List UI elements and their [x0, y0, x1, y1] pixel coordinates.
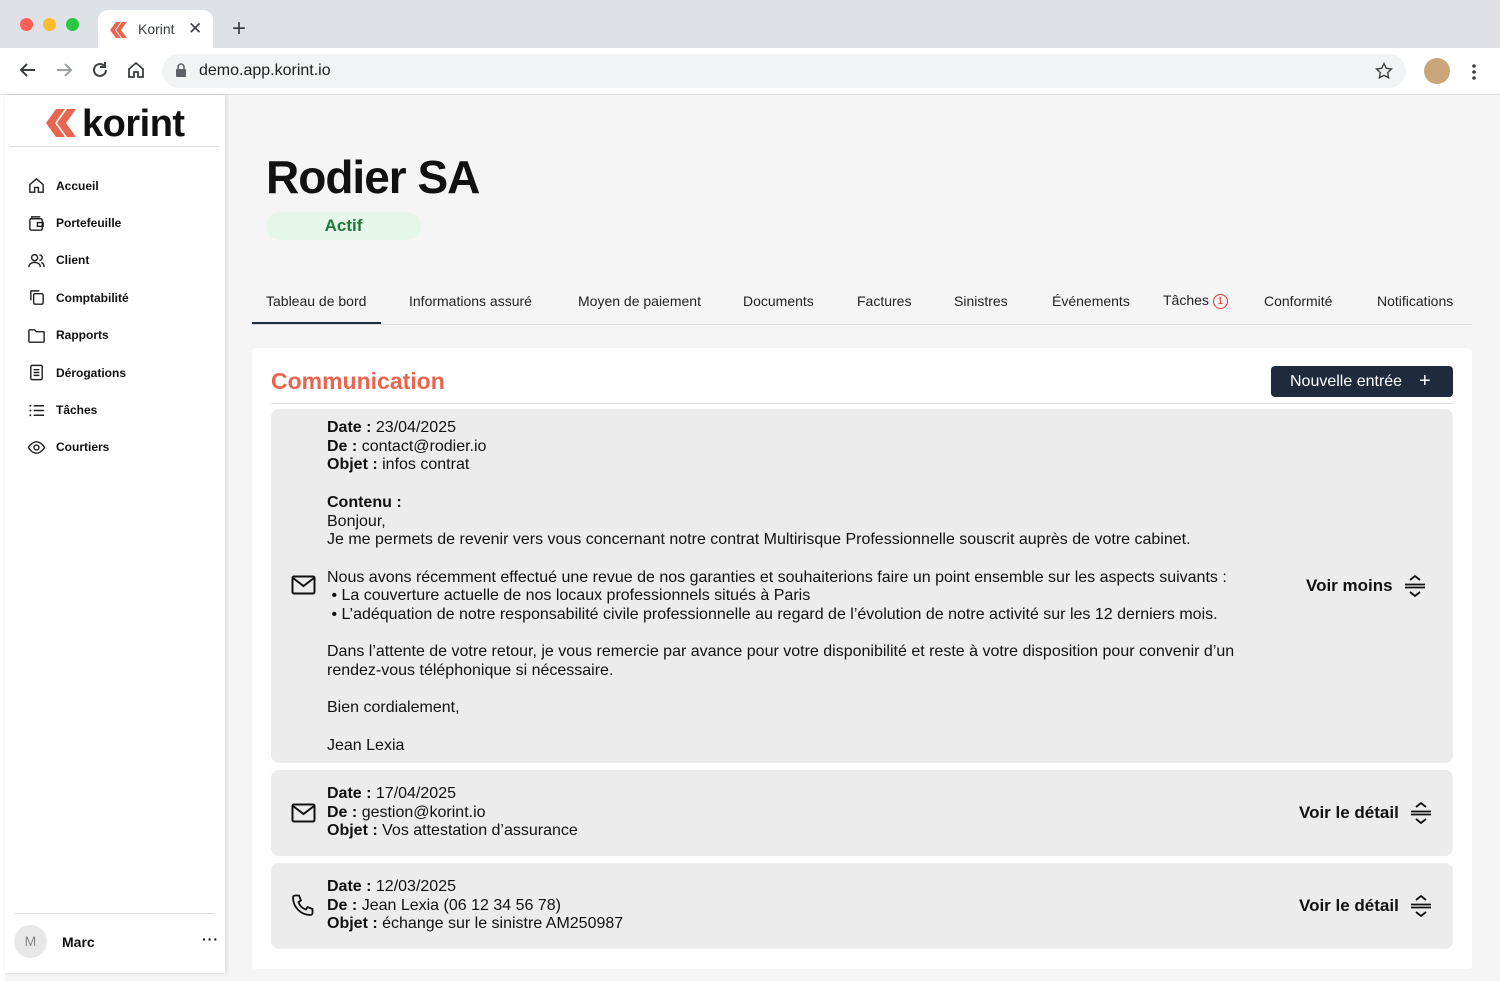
- reload-icon[interactable]: [90, 60, 110, 80]
- sidebar-item-label: Tâches: [56, 403, 98, 418]
- content-line: rendez-vous téléphonique si nécessaire.: [327, 662, 614, 680]
- communication-entry[interactable]: [271, 770, 1453, 856]
- user-profile[interactable]: [14, 925, 95, 958]
- copy-icon: [27, 288, 46, 307]
- content-line: • L’adéquation de notre responsabilité civile professionnelle au regard de l’évolution de notre activité sur les 12 derniers mois.: [327, 606, 1218, 623]
- card-divider: [271, 403, 1453, 404]
- sidebar-item-label: Accueil: [56, 178, 99, 193]
- url-text: demo.app.korint.io: [199, 62, 331, 79]
- entry-from-row: De : gestion@korint.io: [327, 803, 486, 821]
- lock-icon: [175, 63, 187, 78]
- entry-text: [327, 419, 1277, 756]
- content-label: Contenu :: [327, 493, 402, 511]
- korint-logo-icon: [43, 107, 79, 139]
- tab-conformite[interactable]: Conformité: [1264, 293, 1333, 309]
- forward-arrow-icon[interactable]: [54, 60, 74, 80]
- see-less-label: Voir moins: [1306, 576, 1393, 595]
- tab-notifications[interactable]: Notifications: [1377, 293, 1454, 309]
- tab-sinistres[interactable]: Sinistres: [954, 293, 1008, 309]
- entry-text: [327, 878, 623, 934]
- sidebar-item-label: Portefeuille: [56, 216, 122, 231]
- address-bar[interactable]: [162, 54, 1406, 88]
- tab-documents[interactable]: Documents: [743, 293, 814, 309]
- see-less-button[interactable]: [1306, 574, 1426, 598]
- entry-text: [327, 785, 578, 841]
- file-text-icon: [27, 363, 46, 382]
- sidebar-item-courtiers[interactable]: [27, 429, 129, 466]
- browser-toolbar: [0, 48, 1500, 95]
- status-badge: Actif: [266, 212, 421, 240]
- phone-icon: [291, 893, 315, 917]
- back-arrow-icon[interactable]: [18, 60, 38, 80]
- tab-tableau-de-bord[interactable]: Tableau de bord: [266, 293, 367, 309]
- entry-subject-row: Objet : infos contrat: [327, 456, 470, 474]
- entry-date-row: Date : 12/03/2025: [327, 878, 456, 895]
- tab-taches-label: Tâches: [1163, 292, 1209, 308]
- home-browser-icon[interactable]: [126, 60, 146, 80]
- logo-wordmark: korint: [82, 103, 185, 145]
- entry-date: 23/04/2025: [375, 419, 456, 436]
- entry-subject: infos contrat: [382, 456, 470, 474]
- users-icon: [27, 251, 46, 270]
- minimize-window-dot[interactable]: [43, 18, 56, 31]
- more-options-icon[interactable]: ···: [202, 931, 219, 947]
- tab-taches[interactable]: [1163, 292, 1228, 309]
- tab-bar: [252, 285, 1472, 325]
- sidebar-item-portefeuille[interactable]: [27, 204, 129, 241]
- new-tab-button[interactable]: +: [232, 15, 247, 42]
- close-window-dot[interactable]: [20, 18, 33, 31]
- expand-icon: [1410, 894, 1432, 918]
- content-line: • La couverture actuelle de nos locaux professionnels situés à Paris: [327, 587, 811, 605]
- sidebar-item-label: Client: [56, 253, 90, 268]
- browser-tab[interactable]: [98, 10, 213, 50]
- communication-card: [252, 348, 1472, 969]
- entry-subject-row: Objet : Vos attestation d’assurance: [327, 822, 578, 840]
- app-container: [5, 95, 1500, 981]
- communication-title: Communication: [271, 368, 445, 394]
- korint-favicon-icon: [108, 21, 128, 39]
- sidebar-menu: [27, 167, 129, 466]
- folder-icon: [27, 326, 46, 345]
- sidebar-item-taches[interactable]: [27, 391, 129, 428]
- content-line: Nous avons récemment effectué une revue de nos garanties et souhaiterions faire un point ensemble sur les aspects suivants :: [327, 568, 1227, 586]
- sidebar-item-client[interactable]: [27, 242, 129, 279]
- page-title: Rodier SA: [266, 151, 480, 203]
- plus-icon: +: [1419, 370, 1431, 392]
- entry-from: gestion@korint.io: [361, 803, 486, 821]
- new-entry-label: Nouvelle entrée: [1290, 373, 1403, 390]
- new-entry-button[interactable]: [1271, 366, 1453, 397]
- entry-from-row: De : Jean Lexia (06 12 34 56 78): [327, 896, 561, 914]
- entry-subject: Vos attestation d’assurance: [382, 822, 578, 840]
- tab-informations-assure[interactable]: Informations assuré: [409, 293, 532, 309]
- sidebar-item-label: Dérogations: [56, 365, 127, 380]
- entry-from: contact@rodier.io: [361, 437, 487, 455]
- collapse-icon: [1404, 574, 1426, 598]
- content-line: Dans l’attente de votre retour, je vous remercie par avance pour votre disponibilité et reste à votre disposition pour convenir d’un: [327, 643, 1235, 661]
- content-line: Bien cordialement,: [327, 699, 460, 717]
- tab-evenements[interactable]: Événements: [1052, 293, 1130, 309]
- see-detail-button[interactable]: [1299, 894, 1432, 918]
- see-detail-button[interactable]: [1299, 801, 1432, 825]
- sidebar-item-derogations[interactable]: [27, 354, 129, 391]
- mail-icon: [291, 575, 316, 595]
- home-icon: [27, 176, 46, 195]
- sidebar-item-label: Comptabilité: [56, 290, 129, 305]
- entry-date: 12/03/2025: [375, 878, 456, 895]
- content-line: Je me permets de revenir vers vous concernant notre contrat Multirisque Professionnelle souscrit auprès de votre cabinet.: [327, 531, 1191, 549]
- user-name: Marc: [62, 933, 95, 950]
- bookmark-star-icon[interactable]: [1375, 62, 1393, 80]
- communication-entry: [271, 409, 1453, 763]
- see-detail-label: Voir le détail: [1299, 896, 1399, 915]
- communication-entry[interactable]: [271, 863, 1453, 949]
- entry-from-row: De : contact@rodier.io: [327, 437, 487, 455]
- browser-menu-icon[interactable]: [1471, 63, 1477, 81]
- sidebar-bottom-divider: [15, 913, 215, 914]
- active-tab-indicator: [252, 322, 381, 324]
- eye-icon: [27, 438, 46, 457]
- tab-moyen-de-paiement[interactable]: Moyen de paiement: [578, 293, 701, 309]
- list-icon: [27, 401, 46, 420]
- entry-subject: échange sur le sinistre AM250987: [382, 915, 624, 933]
- entry-date-row: Date : 17/04/2025: [327, 785, 456, 802]
- profile-avatar[interactable]: [1424, 58, 1450, 84]
- sidebar-item-accueil[interactable]: [27, 167, 129, 204]
- task-count-badge: 1: [1213, 294, 1228, 309]
- sidebar-item-label: Rapports: [56, 328, 109, 343]
- see-detail-label: Voir le détail: [1299, 803, 1399, 822]
- content-line: Bonjour,: [327, 512, 386, 530]
- tab-title: Korint: [138, 21, 175, 37]
- sidebar-item-comptabilite[interactable]: [27, 279, 129, 316]
- maximize-window-dot[interactable]: [66, 18, 79, 31]
- sidebar-item-label: Courtiers: [56, 440, 110, 455]
- entry-from: Jean Lexia (06 12 34 56 78): [361, 896, 561, 914]
- entry-subject-row: Objet : échange sur le sinistre AM250987: [327, 915, 624, 933]
- expand-icon: [1410, 801, 1432, 825]
- wallet-icon: [27, 214, 46, 233]
- sidebar: [5, 95, 225, 973]
- tab-factures[interactable]: Factures: [857, 293, 912, 309]
- content-line: Jean Lexia: [327, 736, 405, 754]
- mail-icon: [291, 803, 316, 823]
- sidebar-item-rapports[interactable]: [27, 317, 129, 354]
- entry-date-row: Date : 23/04/2025: [327, 419, 456, 436]
- avatar: M: [14, 925, 47, 958]
- close-tab-icon[interactable]: ✕: [188, 19, 203, 38]
- entry-date: 17/04/2025: [375, 785, 456, 802]
- sidebar-divider: [10, 146, 219, 147]
